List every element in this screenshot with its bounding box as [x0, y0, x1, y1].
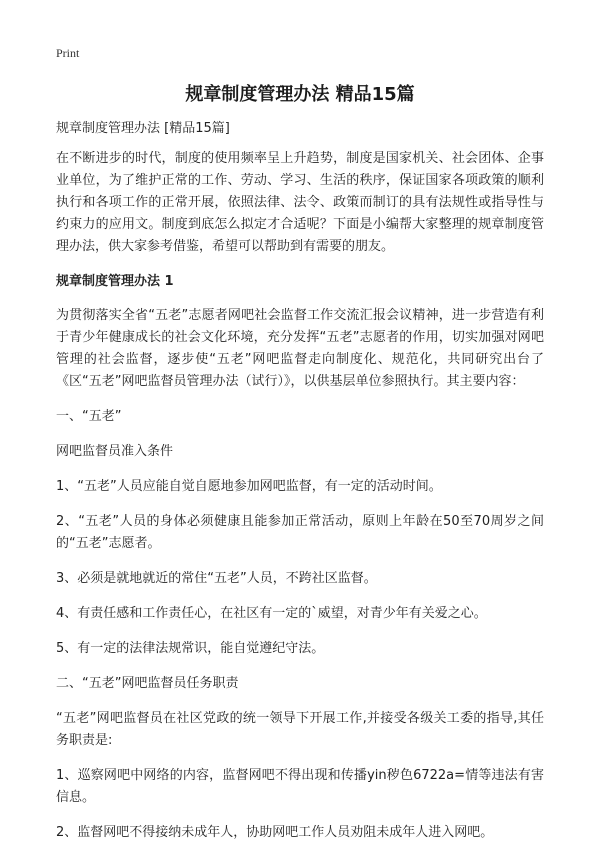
duty-item: 1、巡察网吧中网络的内容，监督网吧不得出现和传播yin秽色6722a=情等违法有害信息。 — [56, 768, 544, 805]
part1-subheading: 网吧监督员准入条件 — [56, 444, 174, 459]
part1-heading: 一、“五老” — [56, 409, 122, 424]
section-heading: 规章制度管理办法 1 — [56, 274, 174, 289]
part2-intro: “五老”网吧监督员在社区党政的统一领导下开展工作,并接受各级关工委的指导,其任务职责是: — [56, 711, 544, 748]
intro-paragraph: 在不断进步的时代，制度的使用频率呈上升趋势，制度是国家机关、社会团体、企事业单位，为了维护正常的工作、劳动、学习、生活的秩序，保证国家各项政策的顺利执行和各项工作的正常开展，依照法律、法令、政策而制订的具有法规性或指导性与约束力的应用文。制度到底怎么拟定才合适呢？下面是小编帮大家整理的规章制度管理办法，供大家参考借鉴，希望可以帮助到有需要的朋友。 — [56, 151, 544, 254]
duty-item: 2、监督网吧不得接纳未成年人，协助网吧工作人员劝阻未成年人进入网吧。 — [56, 825, 494, 840]
section-intro-paragraph: 为贯彻落实全省“五老”志愿者网吧社会监督工作交流汇报会议精神，进一步营造有利于青少年健康成长的社会文化环境，充分发挥“五老”志愿者的作用，切实加强对网吧管理的社会监督，逐步使“五老”网吧监督走向制度化、规范化，共同研究出台了《区“五老”网吧监督员管理办法（试行）》，以供基层单位参照执行。其主要内容： — [56, 308, 544, 389]
condition-item: 2、“五老”人员的身体必须健康且能参加正常活动，原则上年龄在50至70周岁之间的“五老”志愿者。 — [56, 514, 544, 551]
part2-heading: 二、“五老”网吧监督员任务职责 — [56, 676, 239, 691]
condition-item: 5、有一定的法律法规常识，能自觉遵纪守法。 — [56, 641, 325, 656]
page-title: 规章制度管理办法 精品15篇 — [185, 84, 415, 105]
condition-item: 3、必须是就地就近的常住“五老”人员，不跨社区监督。 — [56, 571, 377, 586]
document-subtitle: 规章制度管理办法 [精品15篇] — [56, 121, 230, 136]
condition-item: 4、有责任感和工作责任心，在社区有一定的`威望，对青少年有关爱之心。 — [56, 606, 487, 621]
print-label[interactable]: Print — [56, 46, 80, 60]
document-body — [56, 118, 544, 857]
condition-item: 1、“五老”人员应能自觉自愿地参加网吧监督，有一定的活动时间。 — [56, 479, 442, 494]
